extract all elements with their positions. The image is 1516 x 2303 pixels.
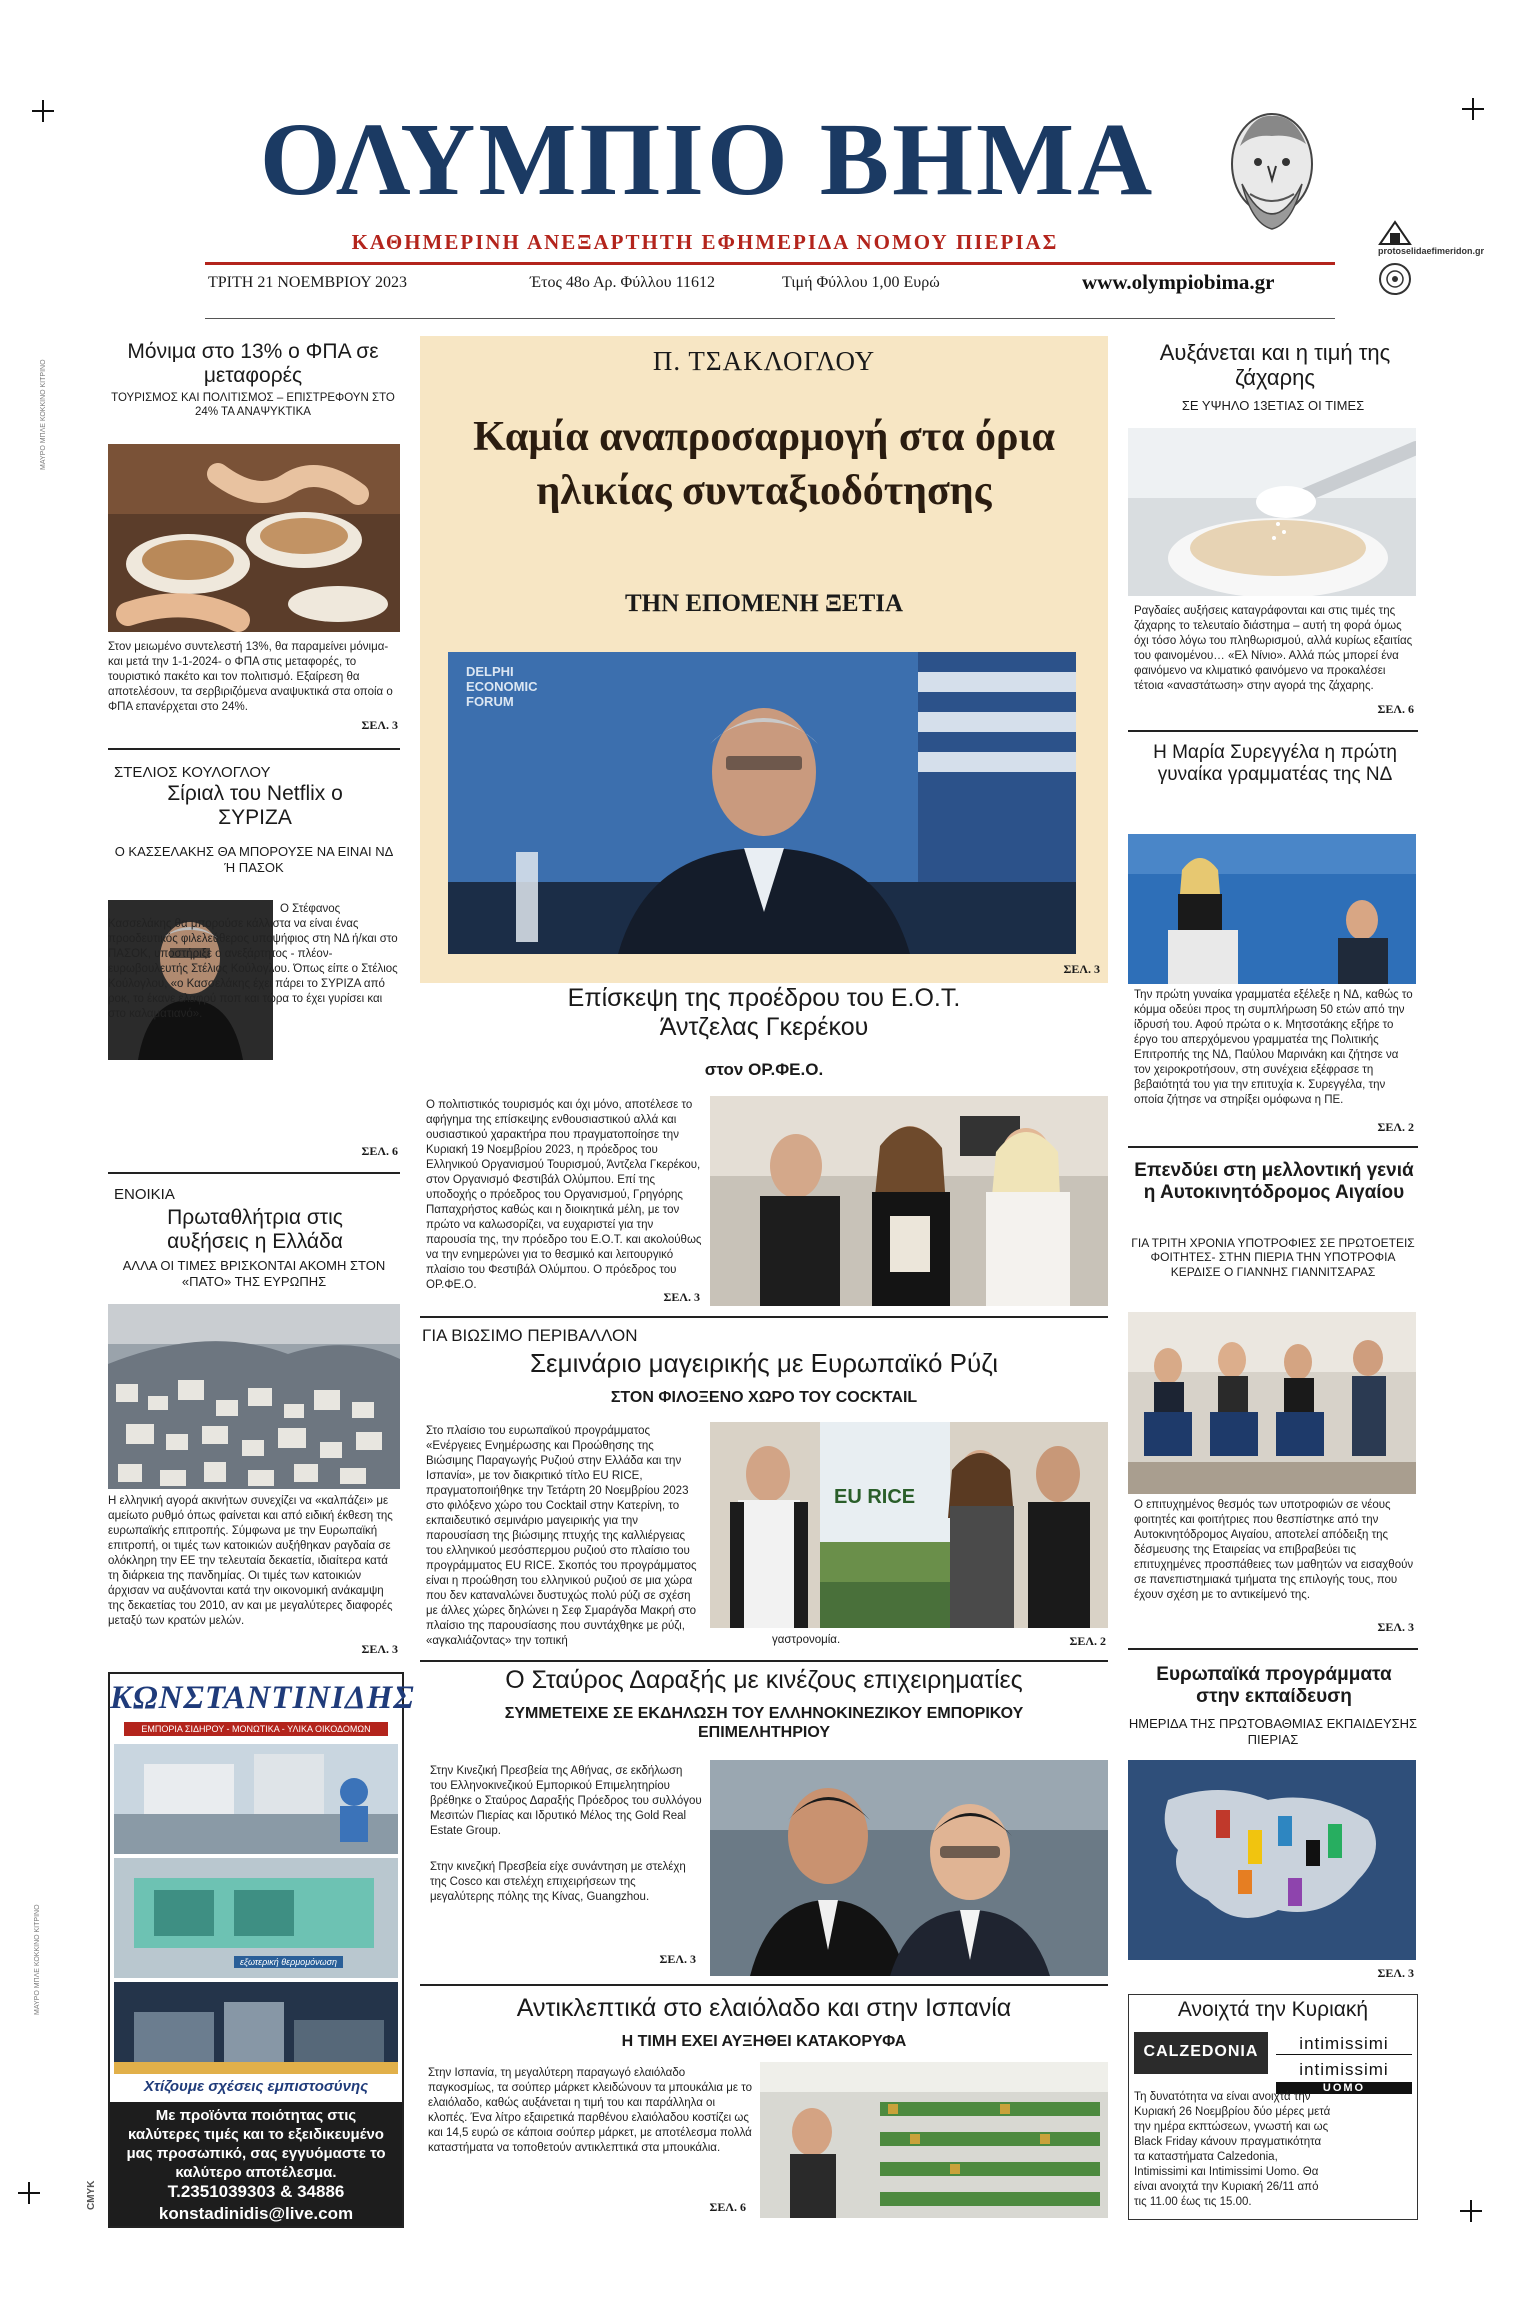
olive-supermarket-photo [760, 2062, 1108, 2218]
sugar-subtitle: ΣΕ ΥΨΗΛΟ 13ΕΤΙΑΣ ΟΙ ΤΙΜΕΣ [1181, 398, 1365, 413]
motor-body: Ο επιτυχημένος θεσμός των υποτροφιών σε νέους φοιτητές και φοιτήτριες που θεσπίστηκε από την Αυτοκινητόδρομος Αιγαίου, αποτελεί απόδειξη της δέσμευσης της Εταιρείας να επιβραβεύει τις επιτυχημένες προσπάθειες των μαθητών να εισαχθούν σε πανεπιστημιακά τμήματα της επιλογής τους, που έχουν σχέση με το αντικείμενό της. [1134, 1499, 1414, 1601]
rents-city-photo [108, 1304, 400, 1489]
divider-right-3 [1128, 1648, 1418, 1650]
eu-map-photo [1128, 1760, 1416, 1960]
netflix-body: Ο Στέφανος Κασσελάκης θα μπορούσε κάλλιστα να είναι ένας προοδευτικός φιλελεύθερος υποψήφιος στη ΝΔ ή/και στο ΠΑΣΟΚ, υποστήριξε ο ανεξάρτητος - πλέον- ευρωβουλευτής Στέλιος Κούλογλου. Όπως είπε ο Στέλιος Κούλογλου, «ο Κασσελάκης έχει πάρει το ΣΥΡΙΖΑ από ροκ, το έκανε ελαφρύ ποπ και τώρα το έχει γυρίσει και στο καλαματιανό». [108, 903, 398, 1020]
sunday-body: Τη δυνατότητα να είναι ανοιχτά την Κυριακή 26 Νοεμβρίου δύο μέρες μετά την ημέρα εκπτώσεων, γνωστή και ως Black Friday κάνουν πραγματικότητα τα καταστήματα Calzedonia, Intimissimi και Intimissimi Uomo. Θα είναι ανοιχτά την Κυριακή 26/11 από τις 11.00 έως τις 15.00. [1134, 2091, 1331, 2208]
divider-right-1 [1128, 730, 1418, 732]
motor-subtitle: ΓΙΑ ΤΡΙΤΗ ΧΡΟΝΙΑ ΥΠΟΤΡΟΦΙΕΣ ΣΕ ΠΡΩΤΟΕΤΕΙΣ ΦΟΙΤΗΤΕΣ- ΣΤΗΝ ΠΙΕΡΙΑ ΤΗΝ ΥΠΟΤΡΟΦΙΑ ΚΕΡΔΙΣΕ Ο ΓΙΑΝΝΗΣ ΓΙΑΝΝΙΤΣΑΡΑΣ [1131, 1236, 1415, 1279]
color-bar-label-1: ΜΑΥΡΟ ΜΠΛΕ ΚΟΚΚΙΝΟ ΚΙΤΡΙΝΟ [40, 359, 47, 470]
konstantinidis-ad[interactable] [108, 1672, 415, 2228]
darazis-body-1: Στην Κινεζική Πρεσβεία της Αθήνας, σε εκδήλωση του Ελληνοκινεζικού Εμπορικού Επιμελητηρίου βρέθηκε ο Σταύρος Δαραξής Πρόεδρος του συλλόγου Μεσιτών Πιερίας και Ιδρυτικό Μέλος της Gold Real Estate Group. [430, 1765, 702, 1837]
vat-subtitle: ΤΟΥΡΙΣΜΟΣ ΚΑΙ ΠΟΛΙΤΙΣΜΟΣ – ΕΠΙΣΤΡΕΦΟΥΝ ΣΤΟ 24% ΤΑ ΑΝΑΨΥΚΤΙΚΑ [111, 392, 395, 418]
seminar-title: Σεμινάριο μαγειρικής με Ευρωπαϊκό Ρύζι [529, 1348, 998, 1378]
darazis-title: Ο Σταύρος Δαραξής με κινέζους επιχειρηματίες [505, 1666, 1023, 1694]
netflix-title: Σίριαλ του Netflix ο ΣΥΡΙΖΑ [167, 782, 343, 830]
rents-page-ref: ΣΕΛ. 3 [361, 1642, 398, 1656]
side-credit-logo [1378, 218, 1412, 246]
lead-subtitle: ΤΗΝ ΕΠΟΜΕΝΗ ΞΕΤΙΑ [624, 590, 904, 617]
lead-photo [448, 652, 1076, 954]
divider-left-1 [108, 748, 400, 750]
divider-center-2 [420, 1660, 1108, 1662]
seminar-body: Στο πλαίσιο του ευρωπαϊκού προγράμματος «Ενέργειες Ενημέρωσης και Προώθησης της Βιώσιμης Παραγωγής Ρυζιού στην Ελλάδα και την Ισπανία», με τον διακριτικό τίτλο EU RICE, πραγματοποιήθηκε την Τετάρτη 20 Νοεμβρίου 2023 στο φιλόξενο χώρο του Cocktail στην Κατερίνη, το εκπαιδευτικό σεμινάριο μαγειρικής για την παρουσίαση της βιώσιμης πτυχής της καλλιέργειας του ελληνικού μεσόσπερμου ρυζιού στο πλαίσιο του προγράμματος EU RICE. Σκοπός του προγράμματος είναι η προώθηση του ελληνικού ρυζιού σε μια χώρα που δεν καταναλώνει δυστυχώς πολύ ρύζι σε σχέση με άλλες χώρες δηλώνει η Σεφ Σμαράγδα Μακρή στο πλαίσιο της παρουσίασης που συντάχθηκε με ρύζι, «αγκαλιάζοντας» την τοπική [426, 1425, 697, 1647]
darazis-body-2: Στην κινεζική Πρεσβεία είχε συνάντηση με στελέχη της Cosco και στελέχη επιχειρήσεων της μεγαλύτερης πόλης της Κίνας, Guangzhou. [430, 1861, 686, 1903]
ad-text: Με προϊόντα ποιότητας στις καλύτερες τιμές και το εξειδικευμένο μας προσωπικό, σας εγγυόμαστε το καλύτερο αποτέλεσμα. [126, 2107, 386, 2181]
olive-page-ref: ΣΕΛ. 6 [709, 2200, 746, 2214]
ad-factory-photo [114, 1982, 398, 2074]
seminar-caption: γαστρονομία. [772, 1634, 841, 1646]
divider-center-1 [420, 1316, 1108, 1318]
olive-title: Αντικλεπτικά στο ελαιόλαδο και στην Ισπανία [516, 1994, 1012, 2022]
sugar-body: Ραγδαίες αυξήσεις καταγράφονται και στις τιμές της ζάχαρης το τελευταίο διάστημα – αυτή τη φορά όμως όχι τόσο λόγω του πληθωρισμού, αλλά κυρίως εξαιτίας του φαινομένου… «Ελ Νίνιο». Αλλά πώς μπορεί ένα φαινόμενο να κλιματικό φαινόμενο να προκαλέσει τέτοια «αναστάτωση» στην αγορά της ζάχαρης. [1134, 605, 1413, 692]
nd-title: Η Μαρία Συρεγγέλα η πρώτη γυναίκα γραμματέας της ΝΔ [1153, 742, 1397, 785]
calzedonia-logo-text: CALZEDONIA [1143, 2043, 1259, 2060]
seminar-subtitle: ΣΤΟΝ ΦΙΛΟΞΕΝΟ ΧΩΡΟ ΤΟΥ COCKTAIL [610, 1389, 918, 1406]
masthead-bottom-rule [205, 318, 1335, 319]
color-bar-label-2: ΜΑΥΡΟ ΜΠΛΕ ΚΟΚΚΙΝΟ ΚΙΤΡΙΝΟ [34, 1904, 41, 2015]
eot-photo [710, 1096, 1108, 1306]
crop-mark-top-right [1462, 98, 1484, 120]
eu-page-ref: ΣΕΛ. 3 [1377, 1966, 1414, 1980]
crop-mark-bottom-left [18, 2182, 40, 2204]
eot-page-ref: ΣΕΛ. 3 [663, 1290, 700, 1304]
ad-insulation-label: εξωτερική θερμομόνωση [234, 1956, 343, 1968]
netflix-page-ref: ΣΕΛ. 6 [361, 1144, 398, 1158]
vat-coffee-photo [108, 444, 400, 632]
motor-photo [1128, 1312, 1416, 1494]
sugar-title: Αυξάνεται και η τιμή της ζάχαρης [1159, 340, 1391, 391]
divider-right-2 [1128, 1146, 1418, 1148]
darazis-subtitle: ΣΥΜΜΕΤΕΙΧΕ ΣΕ ΕΚΔΗΛΩΣΗ ΤΟΥ ΕΛΛΗΝΟΚΙΝΕΖΙΚΟΥ ΕΜΠΟΡΙΚΟΥ ΕΠΙΜΕΛΗΤΗΡΙΟΥ [504, 1705, 1024, 1742]
sugar-photo [1128, 428, 1416, 596]
ad-insulation-photo [114, 1858, 398, 1978]
rents-kicker: ΕΝΟΙΚΙΑ [114, 1186, 175, 1203]
vat-page-ref: ΣΕΛ. 3 [361, 718, 398, 732]
netflix-kicker: ΣΤΕΛΙΟΣ ΚΟΥΛΟΓΛΟΥ [114, 764, 271, 781]
vat-title: Μόνιμα στο 13% ο ΦΠΑ σε μεταφορές [127, 340, 379, 388]
ad-brand: ΚΩΝΣΤΑΝΤΙΝΙΔΗΣ [110, 1680, 415, 1716]
eot-subtitle: στον ΟΡ.ΦΕ.Ο. [704, 1060, 824, 1079]
olive-subtitle: Η ΤΙΜΗ ΕΧΕΙ ΑΥΞΗΘΕΙ ΚΑΤΑΚΟΡΥΦΑ [621, 2033, 907, 2050]
seminar-photo [710, 1422, 1108, 1628]
issue-price: Τιμή Φύλλου 1,00 Ευρώ [782, 274, 940, 291]
motor-page-ref: ΣΕΛ. 3 [1377, 1620, 1414, 1634]
zeus-head-logo [1222, 104, 1322, 252]
divider-left-2 [108, 1172, 400, 1174]
masthead-rule [205, 262, 1335, 265]
vat-body: Στον μειωμένο συντελεστή 13%, θα παραμείνει μόνιμα- και μετά την 1-1-2024- ο ΦΠΑ στις μεταφορές, το τουριστικό πακέτο και τον πολιτισμό. Εξαίρεση θα αποτελέσουν, τα σερβιριζόμενα αναψυκτικά στα οποία ο ΦΠΑ επανέρχεται στο 24%. [108, 641, 393, 713]
eu-subtitle: ΗΜΕΡΙΔΑ ΤΗΣ ΠΡΩΤΟΒΑΘΜΙΑΣ ΕΚΠΑΙΔΕΥΣΗΣ ΠΙΕΡΙΑΣ [1128, 1716, 1418, 1747]
cmyk-label: CMYK [86, 2180, 97, 2210]
seminar-kicker: ΓΙΑ ΒΙΩΣΙΜΟ ΠΕΡΙΒΑΛΛΟΝ [422, 1326, 638, 1345]
divider-center-3 [420, 1984, 1108, 1986]
website-link[interactable]: www.olympiobima.gr [1082, 270, 1275, 294]
rents-subtitle: ΑΛΛΑ ΟΙ ΤΙΜΕΣ ΒΡΙΣΚΟΝΤΑΙ ΑΚΟΜΗ ΣΤΟΝ «ΠΑΤΟ» ΤΗΣ ΕΥΡΩΠΗΣ [122, 1258, 386, 1289]
lead-photo-forum-text: DELPHI ECONOMIC FORUM [466, 664, 538, 709]
masthead-title: ΟΛΥΜΠΙΟ ΒΗΜΑ [259, 102, 1156, 217]
seminar-page-ref: ΣΕΛ. 2 [1069, 1634, 1106, 1648]
intimissimi-uomo-badge: UOMO [1276, 2082, 1412, 2094]
darazis-photo [710, 1760, 1108, 1976]
lead-title: Καμία αναπροσαρμογή στα όρια ηλικίας συνταξιοδότησης [473, 414, 1055, 514]
side-credit-text: protoselidaefimeridon.gr [1378, 246, 1485, 256]
seminar-photo-text: EU RICE [834, 1486, 916, 1508]
ad-phone[interactable]: T.2351039303 & 34886 [167, 2182, 345, 2201]
netflix-subtitle: Ο ΚΑΣΣΕΛΑΚΗΣ ΘΑ ΜΠΟΡΟΥΣΕ ΝΑ ΕΙΝΑΙ ΝΔ Ή ΠΑΣΟΚ [114, 844, 394, 875]
ad-email[interactable]: konstadinidis@live.com [158, 2204, 354, 2223]
olive-body: Στην Ισπανία, τη μεγαλύτερη παραγωγό ελαιόλαδο παγκοσμίως, τα σούπερ μάρκετ κλειδώνουν τα μπουκάλια με το ελαιόλαδο, καθώς αυξάνεται η τιμή του και παράλληλα οι κλοπές. Ένα λίτρο εξαιρετικά παρθένου ελαιόλαδου κοστίζει ως και 14,5 ευρώ σε κάποια σούπερ μάρκετ, με αποτέλεσμα πολλά καταστήματα να τοποθετούν αντικλεπτικά στα μπουκάλια. [428, 2067, 752, 2154]
issue-date: ΤΡΙΤΗ 21 ΝΟΕΜΒΡΙΟΥ 2023 [208, 274, 408, 291]
eot-body: Ο πολιτιστικός τουρισμός και όχι μόνο, αποτέλεσε το αφήγημα της επίσκεψης ενθουσιαστικού αλλά και ουσιαστικού χαρακτήρα που πραγματοποίησε την Κυριακή 19 Νοεμβρίου 2023, η πρόεδρος του Ελληνικού Οργανισμού Τουρισμού, Άντζελα Γκερέκου, στον Οργανισμό Φεστιβάλ Ολύμπου. Επί της υποδοχής ο πρόεδρος του Οργανισμού, Γρηγόρης Παπαχρήστος καθώς και η διοικητικά μέλη, με τον πρώτο να καλωσορίζει, να ευχαριστεί για την παρουσία της, την πρόεδρο του Ε.Ο.Τ. και ακολούθως να την ενημερώνει για το θεσμικό και λειτουργικό πλαίσιο του Φεστιβάλ Ολύμπου. Ο πρόεδρος του ΟΡ.ΦΕ.Ο. [426, 1099, 702, 1291]
rents-title: Πρωταθλήτρια στις αυξήσεις η Ελλάδα [167, 1206, 343, 1254]
lead-page-ref: ΣΕΛ. 3 [1063, 962, 1100, 976]
intimissimi-uomo-logo-text: intimissimi [1299, 2060, 1389, 2079]
nd-page-ref: ΣΕΛ. 2 [1377, 1120, 1414, 1134]
sunday-title: Ανοιχτά την Κυριακή [1177, 1998, 1369, 2021]
lead-kicker: Π. ΤΣΑΚΛΟΓΛΟΥ [652, 346, 876, 376]
nd-photo [1128, 834, 1416, 984]
seal-icon [1378, 262, 1412, 296]
crop-mark-top-left [32, 100, 54, 122]
intimissimi-logo-text: intimissimi [1276, 2034, 1412, 2055]
darazis-page-ref: ΣΕΛ. 3 [659, 1952, 696, 1966]
eot-title: Επίσκεψη της προέδρου του Ε.Ο.Τ. Άντζελας Γκερέκου [567, 984, 961, 1041]
ad-brand-sub: ΕΜΠΟΡΙΑ ΣΙΔΗΡΟΥ - ΜΟΝΩΤΙΚΑ - ΥΛΙΚΑ ΟΙΚΟΔΟΜΩΝ [124, 1722, 388, 1736]
issue-number: Έτος 48ο Αρ. Φύλλου 11612 [530, 274, 715, 291]
ad-slogan: Χτίζουμε σχέσεις εμπιστοσύνης [143, 2078, 369, 2095]
eu-title: Ευρωπαϊκά προγράμματα στην εκπαίδευση [1156, 1664, 1392, 1707]
masthead-tagline: ΚΑΘΗΜΕΡΙΝΗ ΑΝΕΞΑΡΤΗΤΗ ΕΦΗΜΕΡΙΔΑ ΝΟΜΟΥ ΠΙΕΡΙΑΣ [351, 230, 1059, 254]
sugar-page-ref: ΣΕΛ. 6 [1377, 702, 1414, 716]
motor-title: Επενδύει στη μελλοντική γενιά η Αυτοκινητόδρομος Αιγαίου [1134, 1160, 1414, 1203]
crop-mark-bottom-right [1460, 2200, 1482, 2222]
rents-body: Η ελληνική αγορά ακινήτων συνεχίζει να «καλπάζει» με αμείωτο ρυθμό όπως φαίνεται και από ειδική έκθεση της ευρωπαϊκής επιτροπής. Σύμφωνα με την Ευρωπαϊκή επιτροπή, οι τιμές των κατοικιών αυξήθηκαν ραγδαία σε ολόκληρη την ΕΕ την τελευταία δεκαετία, ιδιαίτερα κατά τη διάρκεια της πανδημίας. Οι τιμές των κατοικιών άρχισαν να αυξάνονται κατά την οικονομική ανάκαμψη της δεκαετίας του 2010, αν και με μεγαλύτερες διαφορές μεταξύ των κρατών μελών. [108, 1495, 393, 1627]
ad-workers-photo [114, 1744, 398, 1854]
nd-body: Την πρώτη γυναίκα γραμματέα εξέλεξε η ΝΔ, καθώς το κόμμα οδεύει προς τη συμπλήρωση 50 ετών από την ίδρυσή του. Αφού πρώτα ο κ. Μητσοτάκης εξήρε το έργο του απερχόμενου γραμματέα της Πολιτικής Επιτροπής της ΝΔ, Παύλου Μαρινάκη και ζήτησε να τον χειροκροτήσουν, στη συνέχεια εξέφρασε τη βεβαιότητά του για την επιτυχία κ. Συρεγγέλα, την οποία ζήτησε να στηρίξει ομόφωνα η ΠΕ. [1134, 989, 1413, 1106]
